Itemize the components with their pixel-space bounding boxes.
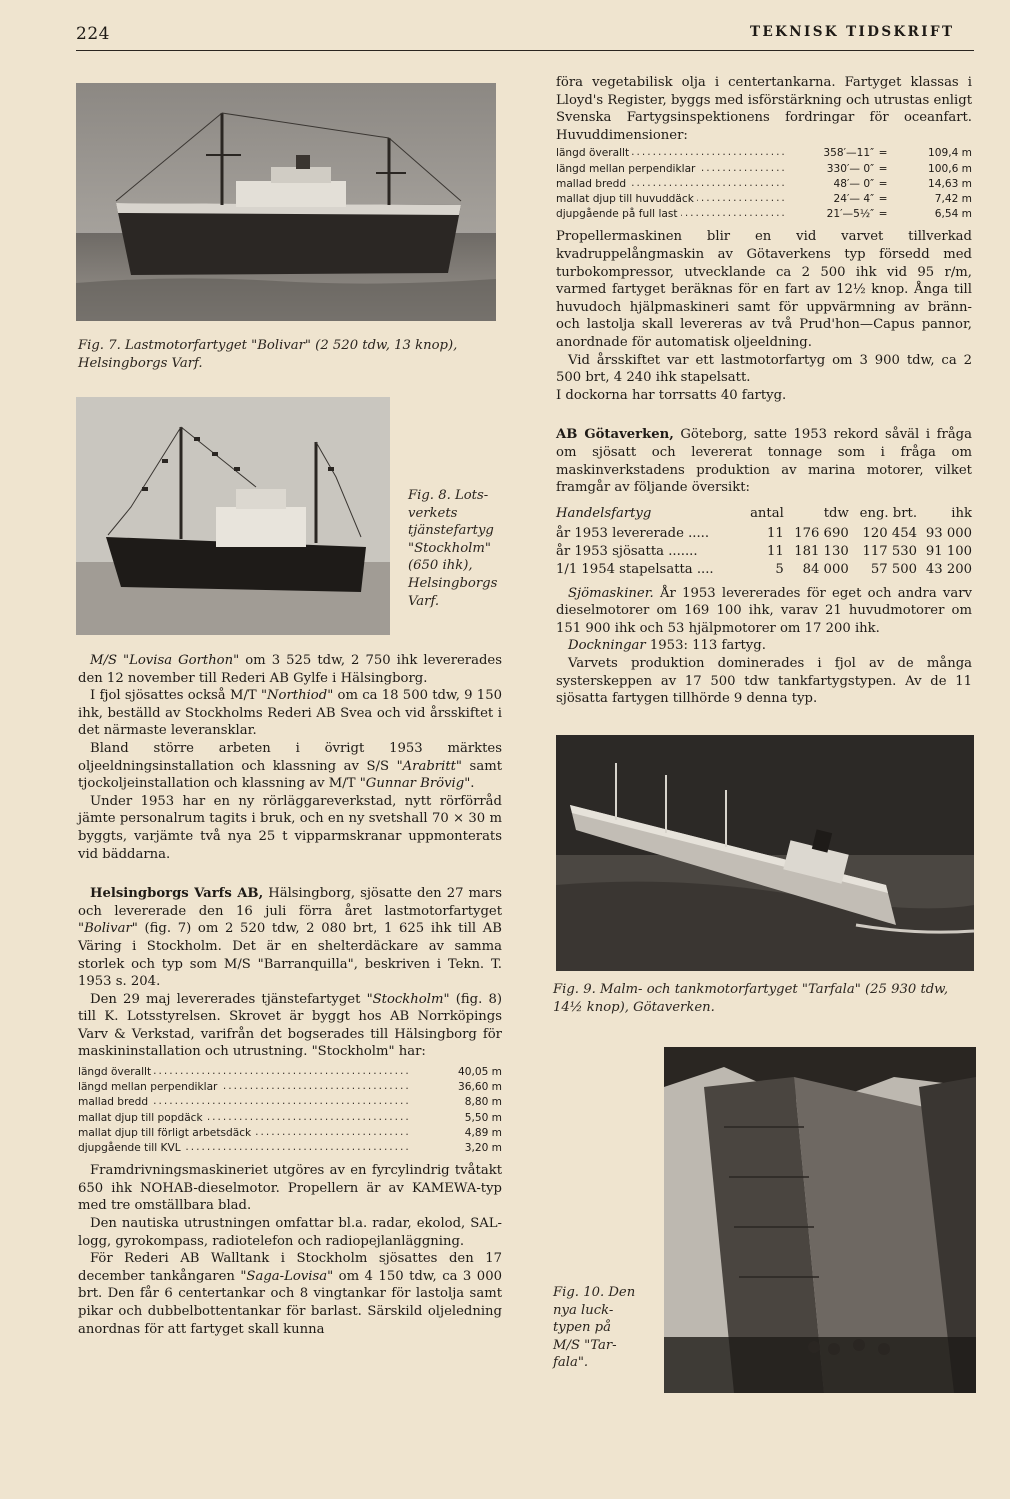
table-row: mallad bredd ..... 8,80 m <box>78 1095 502 1110</box>
left-column-text <box>78 652 502 1338</box>
fig7-photo <box>76 83 496 321</box>
fig8-caption-line: tjänstefartyg <box>408 523 494 539</box>
paragraph: Propellermaskinen blir en vid varvet tillverkad kvadruppelångmaskin av Götaverkens typ försedd med turbokompressor, utvecklande ca 2 500 ihk vid 95 r/m, varmed fartyget beräknas för en fart av 12½ knop. Ånga till huvudoch hjälpmaskineri samt för uppvärmning av bränn- och lastolja skall levereras av två Prud'hon—Capus pannor, anordnade för automatisk oljeeldning. <box>556 229 972 350</box>
fig10-photo <box>664 1047 976 1393</box>
fig8-caption-line: (650 ihk), <box>408 558 473 574</box>
table-row: mallat djup till popdäck ..... 5,50 m <box>78 1111 502 1126</box>
paragraph: Sjömaskiner. År 1953 levererades för eget och andra varv dieselmotorer om 169 100 ihk, varav 21 huvudmotorer om 151 900 ihk och 53 hjälpmotorer om 17 200 ihk. <box>556 585 972 636</box>
paragraph: Den nautiska utrustningen omfattar bl.a. radar, ekolod, SAL-logg, gyrokompass, radiotelefon och radiopejlanläggning. <box>78 1216 502 1249</box>
paragraph: Bland större arbeten i övrigt 1953 märktes oljeeldningsinstallation och klassning av S/S "Arabritt" samt tjockoljeinstallation och klassning av M/T "Gunnar Brövig". <box>78 740 502 792</box>
header-rule <box>76 50 974 51</box>
table-row: år 1953 levererade ..... 11 176 690 120 454 93 000 <box>556 525 972 541</box>
fig9-caption: Fig. 9. Malm- och tankmotorfartyget "Tarfala" (25 930 tdw, 14½ knop), Götaverken. <box>553 982 949 1015</box>
paragraph: Framdrivningsmaskineriet utgöres av en fyrcylindrig tvåtakt 650 ihk NOHAB-dieselmotor. Propellern är av KAMEWA-typ med tre omställbara blad. <box>78 1163 502 1214</box>
table-row: längd mellan perpendiklar ..... 330′— 0″ = 100,6 m <box>556 162 972 177</box>
fig9-photo <box>556 735 974 971</box>
fig10-caption-line: M/S "Tar- <box>553 1337 617 1353</box>
fig8-photo <box>76 397 390 635</box>
section-heading: AB Götaverken, <box>556 427 674 443</box>
table-header: Handelsfartyg antal tdw eng. brt. ihk <box>556 505 972 521</box>
paragraph: Varvets produktion dominerades i fjol av de många systerskeppen av 17 500 tdw tankfartygstypen. Av de 11 sjösatta fartygen tillhörde 9 denna typ. <box>556 656 972 707</box>
fig10-caption-line: fala". <box>553 1355 589 1371</box>
fig8-caption-line: Fig. 8. Lots- <box>408 488 489 503</box>
fig10-caption-line: typen på <box>553 1320 611 1336</box>
stockholm-dimensions-table <box>78 1065 502 1156</box>
table-row: mallad bredd ..... 48′— 0″ = 14,63 m <box>556 177 972 192</box>
table-row: 1/1 1954 stapelsatta .... 5 84 000 57 500 43 200 <box>556 561 972 577</box>
production-table <box>556 505 972 579</box>
fig8-caption-line: Varf. <box>408 593 440 609</box>
table-row: längd överallt ..... 40,05 m <box>78 1065 502 1080</box>
page-number: 224 <box>76 24 110 44</box>
table-row: längd överallt ..... 358′—11″ = 109,4 m <box>556 146 972 161</box>
table-row: mallat djup till huvuddäck ..... 24′— 4″ = 7,42 m <box>556 192 972 207</box>
paragraph: M/S "Lovisa Gorthon" om 3 525 tdw, 2 750 ihk levererades den 12 november till Rederi AB Gylfe i Hälsingborg. <box>78 653 502 686</box>
table-row: år 1953 sjösatta ....... 11 181 130 117 530 91 100 <box>556 543 972 559</box>
fig10-caption-line: nya luck- <box>553 1302 614 1318</box>
table-row: mallat djup till förligt arbetsdäck ..... 4,89 m <box>78 1126 502 1141</box>
paragraph: Vid årsskiftet var ett lastmotorfartyg om 3 900 tdw, ca 2 500 brt, 4 240 ihk stapelsatt. <box>556 352 972 386</box>
paragraph: föra vegetabilisk olja i centertankarna. Fartyget klassas i Lloyd's Register, byggs med isförstärkning och utrustas enligt Svenska Fartygsinspektionens fordringar för oceanfart. Huvuddimensioner: <box>556 75 972 143</box>
fig10-caption-line: Fig. 10. Den <box>553 1285 636 1300</box>
table-row: djupgående på full last ..... 21′—5½″ = 6,54 m <box>556 207 972 222</box>
paragraph: Under 1953 har en ny rörläggareverkstad, nytt rörförråd jämte personalrum tagits i bruk, och en ny svetshall 70 × 30 m byggts, varjämte två nya 25 t vipparmskranar uppmonterats vid bäddarna. <box>78 793 502 862</box>
saga-lovisa-dimensions-table <box>556 146 972 222</box>
journal-title: TEKNISK TIDSKRIFT <box>750 24 955 40</box>
fig8-caption-line: "Stockholm" <box>408 540 491 556</box>
fig8-caption <box>408 487 518 610</box>
paragraph: I dockorna har torrsatts 40 fartyg. <box>556 387 787 403</box>
paragraph: Dockningar 1953: 113 fartyg. <box>568 638 766 654</box>
table-row: djupgående till KVL ..... 3,20 m <box>78 1141 502 1156</box>
paragraph: Helsingborgs Varfs AB, Hälsingborg, sjösatte den 27 mars och levererade den 16 juli förra året lastmotorfartyget "Bolivar" (fig. 7) om 2 520 tdw, 2 080 brt, 1 625 ihk till AB Väring i Stockholm. Det är en shelterdäckare av samma storlek och typ som M/S "Barranquilla", beskriven i Tekn. T. 1953 s. 204. <box>78 886 502 990</box>
paragraph: Den 29 maj levererades tjänstefartyget "Stockholm" (fig. 8) till K. Lotsstyrelsen. Skrovet är byggt hos AB Norrköpings Varv & Verkstad, varifrån det bogserades till Hälsingborg för maskininstallation och utrustning. "Stockholm" har: <box>78 991 503 1060</box>
paragraph: AB Götaverken, Göteborg, satte 1953 rekord såväl i fråga om sjösatt och levererat tonnage som i fråga om maskinverkstadens produktion av marina motorer, vilket framgår av följande översikt: <box>556 427 972 496</box>
section-heading: Helsingborgs Varfs AB, <box>90 886 264 902</box>
right-column-text <box>556 74 972 708</box>
fig8-caption-line: Helsingborgs <box>408 575 498 591</box>
fig8-caption-line: verkets <box>408 505 458 521</box>
paragraph: För Rederi AB Walltank i Stockholm sjösattes den 17 december tankångaren "Saga-Lovisa" om 4 150 tdw, ca 3 000 brt. Den får 6 centertankar och 8 vingtankar för lastolja samt pikar och dubbelbottentankar för barlast. Särskild oljeledning anordnas för att fartyget skall kunna <box>78 1251 502 1337</box>
fig10-caption <box>553 1284 653 1372</box>
paragraph: I fjol sjösattes också M/T "Northiod" om ca 18 500 tdw, 9 150 ihk, beställd av Stockholms Rederi AB Svea och vid årsskiftet i det närmaste leveransklar. <box>78 688 502 739</box>
fig7-caption: Fig. 7. Lastmotorfartyget "Bolivar" (2 520 tdw, 13 knop), Helsingborgs Varf. <box>78 338 458 371</box>
table-row: längd mellan perpendiklar ..... 36,60 m <box>78 1080 502 1095</box>
